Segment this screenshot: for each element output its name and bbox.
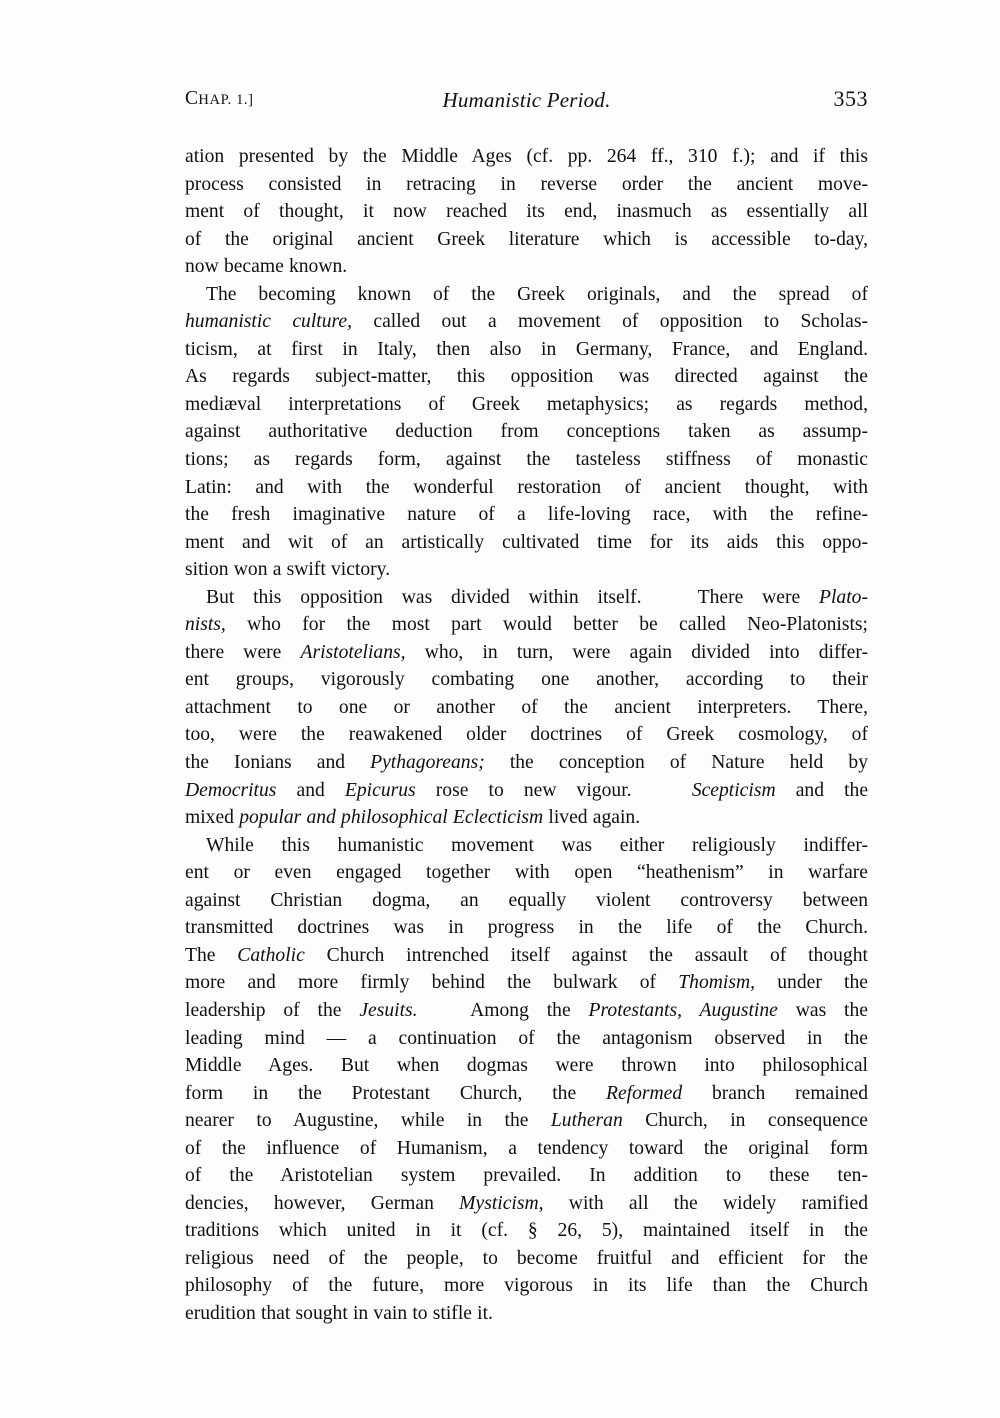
italic-term: Mysticism,	[459, 1192, 544, 1214]
text-line: against authoritative deduction from conceptions taken as assump-	[185, 421, 868, 443]
text-line: sition won a swift victory.	[185, 559, 391, 581]
text-line: now became known.	[185, 256, 348, 278]
text-line: too, were the reawakened older doctrines of Greek cosmology, of	[185, 724, 868, 746]
text-line: nists, who for the most part would better be called Neo-Platonists;	[185, 614, 868, 636]
page-number: 353	[833, 86, 868, 111]
chapter-marker-lead: C	[185, 88, 199, 109]
italic-term: Catholic	[237, 944, 305, 966]
text-line: form in the Protestant Church, the Reformed branch remained	[185, 1082, 868, 1104]
text-line: philosophy of the future, more vigorous in its life than the Church	[185, 1275, 868, 1297]
italic-term: Scepticism	[691, 779, 776, 801]
running-head-title: Humanistic Period.	[442, 88, 611, 112]
italic-term: Epicurus	[344, 779, 416, 801]
text-line: ment and wit of an artistically cultivated time for its aids this oppo-	[185, 531, 868, 553]
text-line: The Catholic Church intrenched itself against the assault of thought	[185, 944, 868, 966]
text-line: religious need of the people, to become fruitful and efficient for the	[185, 1247, 868, 1269]
text-line: ent or even engaged together with open “heathenism” in warfare	[185, 862, 868, 884]
text-line: ment of thought, it now reached its end, inasmuch as essentially all	[185, 201, 868, 223]
text-line: the fresh imaginative nature of a life-loving race, with the refine-	[185, 504, 868, 526]
text-line: attachment to one or another of the ancient interpreters. There,	[185, 696, 868, 718]
text-line: Latin: and with the wonderful restoration of ancient thought, with	[185, 476, 868, 498]
text-line: process consisted in retracing in reverse order the ancient move-	[185, 173, 868, 195]
italic-term: Protestants, Augustine	[588, 999, 778, 1021]
italic-term: popular and philosophical Eclecticism	[239, 807, 544, 829]
paragraph	[185, 143, 868, 281]
text-line: more and more firmly behind the bulwark of Thomism, under the	[185, 972, 868, 994]
text-line: transmitted doctrines was in progress in the life of the Church.	[185, 917, 868, 939]
text-line: nearer to Augustine, while in the Lutheran Church, in consequence	[185, 1110, 868, 1132]
text-line: the Ionians and Pythagoreans; the conception of Nature held by	[185, 752, 868, 774]
text-line: The becoming known of the Greek originals, and the spread of	[206, 283, 868, 305]
paragraph	[185, 832, 868, 1328]
text-line: Middle Ages. But when dogmas were thrown into philosophical	[185, 1055, 868, 1077]
text-line: mediæval interpretations of Greek metaphysics; as regards method,	[185, 393, 868, 415]
text-line: of the Aristotelian system prevailed. In addition to these ten-	[185, 1165, 868, 1187]
text-line: ent groups, vigorously combating one another, according to their	[185, 669, 868, 691]
italic-term: Pythagoreans;	[370, 752, 485, 774]
text-line: mixed popular and philosophical Eclecticism lived again.	[185, 807, 641, 829]
text-line: traditions which united in it (cf. § 26, 5), maintained itself in the	[185, 1220, 868, 1242]
text-line: Democritus and Epicurus rose to new vigour. Scepticism and the	[185, 779, 869, 801]
text-line: leadership of the Jesuits. Among the Protestants, Augustine was the	[185, 999, 868, 1021]
italic-term: Lutheran	[550, 1110, 623, 1132]
text-line: of the original ancient Greek literature which is accessible to-day,	[185, 228, 868, 250]
text-line: humanistic culture, called out a movement of opposition to Scholas-	[185, 311, 868, 333]
italic-term: nists,	[185, 614, 226, 636]
italic-term: Reformed	[605, 1082, 683, 1104]
text-line: ation presented by the Middle Ages (cf. pp. 264 ff., 310 f.); and if this	[185, 146, 868, 167]
italic-term: Jesuits.	[359, 999, 418, 1021]
text-line: against Christian dogma, an equally violent controversy between	[185, 889, 868, 911]
text-line: leading mind — a continuation of the antagonism observed in the	[185, 1027, 868, 1049]
text-line: But this opposition was divided within itself. There were Plato-	[206, 586, 868, 608]
paragraph	[185, 281, 868, 584]
text-line: of the influence of Humanism, a tendency toward the original form	[185, 1137, 868, 1159]
italic-term: Democritus	[185, 779, 277, 801]
paragraph	[185, 584, 868, 832]
italic-term: Aristotelians,	[300, 641, 406, 663]
text-line: there were Aristotelians, who, in turn, were again divided into differ-	[185, 641, 868, 663]
text-line: tions; as regards form, against the tasteless stiffness of monastic	[185, 449, 868, 471]
chapter-marker-rest: HAP. 1.]	[198, 92, 254, 108]
text-line: erudition that sought in vain to stifle it.	[185, 1302, 493, 1324]
italic-term: humanistic culture,	[185, 311, 353, 333]
body-text-column	[185, 143, 868, 1328]
text-line: dencies, however, German Mysticism, with all the widely ramified	[185, 1192, 868, 1214]
text-line: As regards subject-matter, this opposition was directed against the	[185, 366, 868, 388]
running-head	[185, 88, 868, 118]
text-line: ticism, at first in Italy, then also in Germany, France, and England.	[185, 338, 868, 360]
italic-term: Thomism,	[678, 972, 756, 994]
italic-term: Plato-	[819, 586, 868, 608]
text-line: While this humanistic movement was either religiously indiffer-	[206, 834, 868, 856]
